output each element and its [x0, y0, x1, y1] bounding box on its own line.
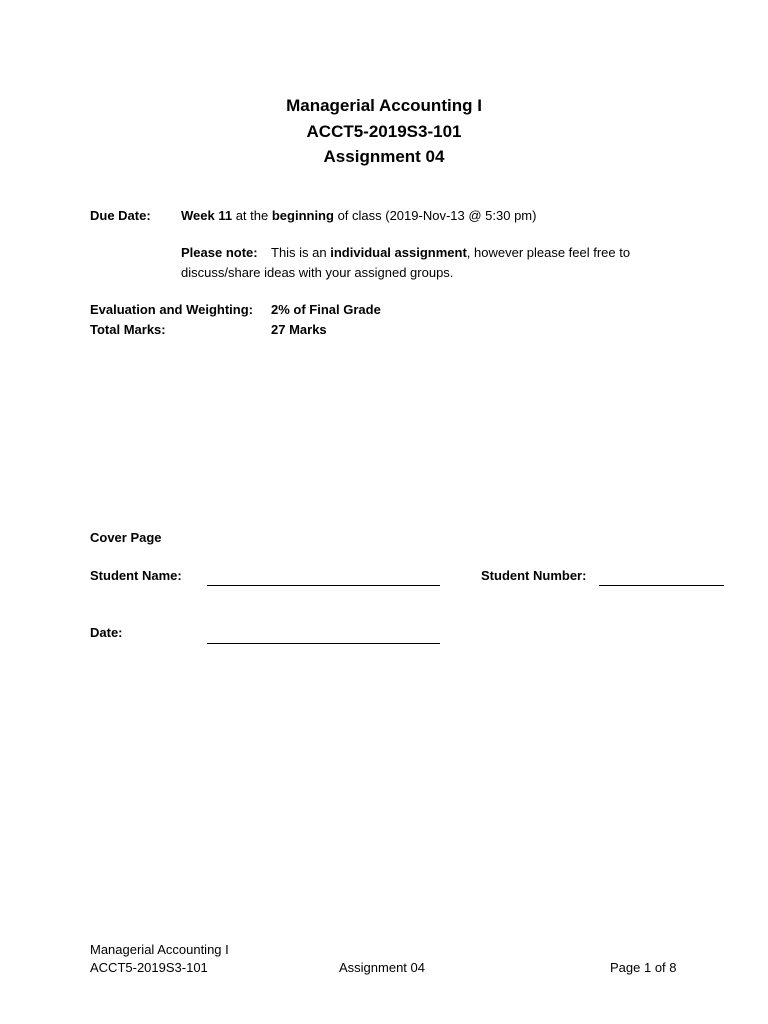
footer-course-code: ACCT5-2019S3-101 [90, 960, 208, 975]
due-at-the: at the [232, 208, 272, 223]
note-text-after: , however please feel free to [466, 245, 631, 260]
please-note-label: Please note: [181, 245, 258, 260]
student-number-label: Student Number: [481, 568, 587, 583]
note-text-before: This is an [271, 245, 331, 260]
note-bold: individual assignment [330, 245, 467, 260]
due-rest: of class (2019-Nov-13 @ 5:30 pm) [333, 208, 537, 223]
due-date-label: Due Date: [90, 208, 151, 223]
course-title: Managerial Accounting I [286, 96, 482, 115]
evaluation-label: Evaluation and Weighting: [90, 302, 253, 317]
assignment-title: Assignment 04 [323, 147, 445, 166]
due-date-value [181, 208, 536, 224]
date-label: Date: [90, 625, 123, 640]
title-block [0, 93, 768, 170]
please-note-text [271, 245, 630, 261]
due-beginning: beginning [271, 208, 334, 223]
footer-page-number: Page 1 of 8 [610, 960, 677, 975]
course-code: ACCT5-2019S3-101 [306, 121, 462, 141]
student-name-line [207, 585, 440, 586]
student-name-label: Student Name: [90, 568, 182, 583]
student-number-line [599, 585, 724, 586]
evaluation-value: 2% of Final Grade [271, 302, 381, 317]
due-week: Week 11 [181, 208, 233, 223]
date-line [207, 643, 440, 644]
cover-page-heading: Cover Page [90, 530, 162, 545]
footer-assignment: Assignment 04 [339, 960, 425, 975]
please-note-line2: discuss/share ideas with your assigned groups. [181, 265, 454, 280]
footer-course-title: Managerial Accounting I [90, 942, 229, 957]
total-marks-value: 27 Marks [271, 322, 327, 337]
total-marks-label: Total Marks: [90, 322, 166, 337]
